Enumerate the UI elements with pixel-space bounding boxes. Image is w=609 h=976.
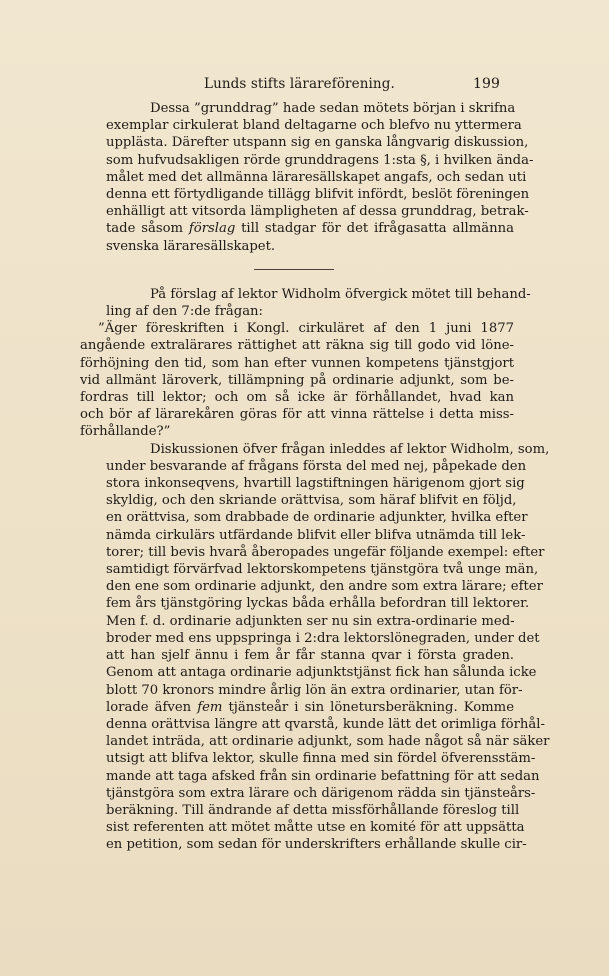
text-line: nämda cirkulärs utfärdande blifvit eller blifva utnämda till lek- [106, 527, 526, 543]
text-line: ”Äger föreskriften i Kongl. cirkuläret af den 1 juni 1877 [98, 321, 514, 337]
text-line: fem års tjänstgöring lyckas båda erhålla befordran till lektorer. [106, 596, 530, 612]
running-header [62, 76, 502, 96]
text-line: och bör af lärarekåren göras för att vinna rättelse i detta miss- [80, 407, 514, 423]
text-line: torer; till bevis hvarå åberopades ungefär följande exempel: efter [106, 544, 545, 560]
emphasis-text: förslag [188, 221, 236, 237]
text-line: som hufvudsakligen rörde grunddragens 1:sta §, i hvilken ända- [106, 152, 534, 168]
text-line: Diskussionen öfver frågan inleddes af lektor Widholm, som, [150, 441, 550, 457]
text-line: att han sjelf ännu i fem år får stanna qvar i första graden. [106, 648, 514, 664]
text-line: denna orättvisa längre att qvarstå, kunde lätt det orimliga förhål- [106, 716, 545, 732]
text-line: under besvarande af frågans första del med nej, påpekade den [106, 458, 527, 474]
text-line: skyldig, och den skriande orättvisa, som häraf blifvit en följd, [106, 493, 517, 509]
text-line: exemplar cirkulerat bland deltagarne och blefvo nu yttermera [106, 118, 522, 134]
paragraph-question-quote [62, 320, 514, 440]
text-line: förhöjning den tid, som han efter vunnen kompetens tjänstgjort [80, 355, 514, 371]
text-line: svenska läraresällskapet. [106, 238, 276, 254]
text-line: beräkning. Till ändrande af detta missförhållande föreslog till [106, 802, 520, 818]
header-title: Lunds stifts lärareförening. [204, 76, 395, 92]
text-line: enhälligt att vitsorda lämpligheten af dessa grunddrag, betrak- [106, 204, 529, 220]
body-text [62, 100, 550, 854]
text-line: upplästa. Därefter utspann sig en ganska långvarig diskussion, [106, 135, 529, 151]
text-line: fordras till lektor; och om så icke är förhållandet, hvad kan [80, 390, 514, 406]
text-line: lorade äfven fem tjänsteår i sin lönetursberäkning. Komme [106, 699, 514, 715]
text-line: målet med det allmänna läraresällskapet angafs, och sedan uti [106, 169, 527, 185]
text-line: sist referenten att mötet måtte utse en komité för att uppsätta [106, 820, 525, 836]
text-line: vid allmänt läroverk, tillämpning på ordinarie adjunkt, som be- [80, 372, 514, 388]
text-line: utsigt att blifva lektor, skulle finna med sin fördel öfverensstäm- [106, 751, 536, 767]
text-line: stora inkonseqvens, hvartill lagstiftningen härigenom gjort sig [106, 476, 525, 492]
text-line: angående extralärares rättighet att räkna sig till godo vid löne- [80, 338, 514, 354]
text-line: mande att taga afsked från sin ordinarie befattning för att sedan [106, 768, 540, 784]
page-number: 199 [472, 76, 500, 92]
text-line: den ene som ordinarie adjunkt, den andre som extra lärare; efter [106, 579, 543, 595]
text-line: Dessa ”grunddrag” hade sedan mötets början i skrifna [150, 101, 516, 116]
text-line: en orättvisa, som drabbade de ordinarie adjunkter, hvilka efter [106, 510, 528, 526]
text-line: På förslag af lektor Widholm öfvergick mötet till behand- [150, 286, 531, 302]
text-line: tjänstgöra som extra lärare och därigenom rädda sin tjänsteårs- [106, 785, 536, 801]
text-line: samtidigt förvärfvad lektorskompetens tjänstgöra två unge män, [106, 562, 539, 578]
text-line: Genom att antaga ordinarie adjunktstjänst fick han sålunda icke [106, 665, 537, 681]
text-line: Men f. d. ordinarie adjunkten ser nu sin extra-ordinarie med- [106, 613, 515, 629]
text-line: tade såsom förslag till stadgar för det ifrågasatta allmänna [106, 221, 514, 237]
text-line: denna ett förtydligande tillägg blifvit infördt, beslöt föreningen [106, 187, 530, 203]
text-line: förhållande?” [80, 424, 171, 440]
emphasis-text: fem [197, 699, 223, 715]
text-line: landet inträda, att ordinarie adjunkt, som hade något så när säker [106, 734, 550, 750]
section-divider [254, 269, 334, 270]
text-line: broder med ens uppspringa i 2:dra lektorslönegraden, under det [106, 630, 540, 646]
text-line: en petition, som sedan för underskrifters erhållande skulle cir- [106, 837, 527, 853]
paragraph-grunddrag [62, 100, 534, 255]
paragraph-discussion [62, 441, 550, 854]
text-line: ling af den 7:de frågan: [106, 304, 263, 320]
paragraph-question-intro [62, 286, 531, 320]
text-line: blott 70 kronors mindre årlig lön än extra ordinarier, utan för- [106, 682, 523, 698]
